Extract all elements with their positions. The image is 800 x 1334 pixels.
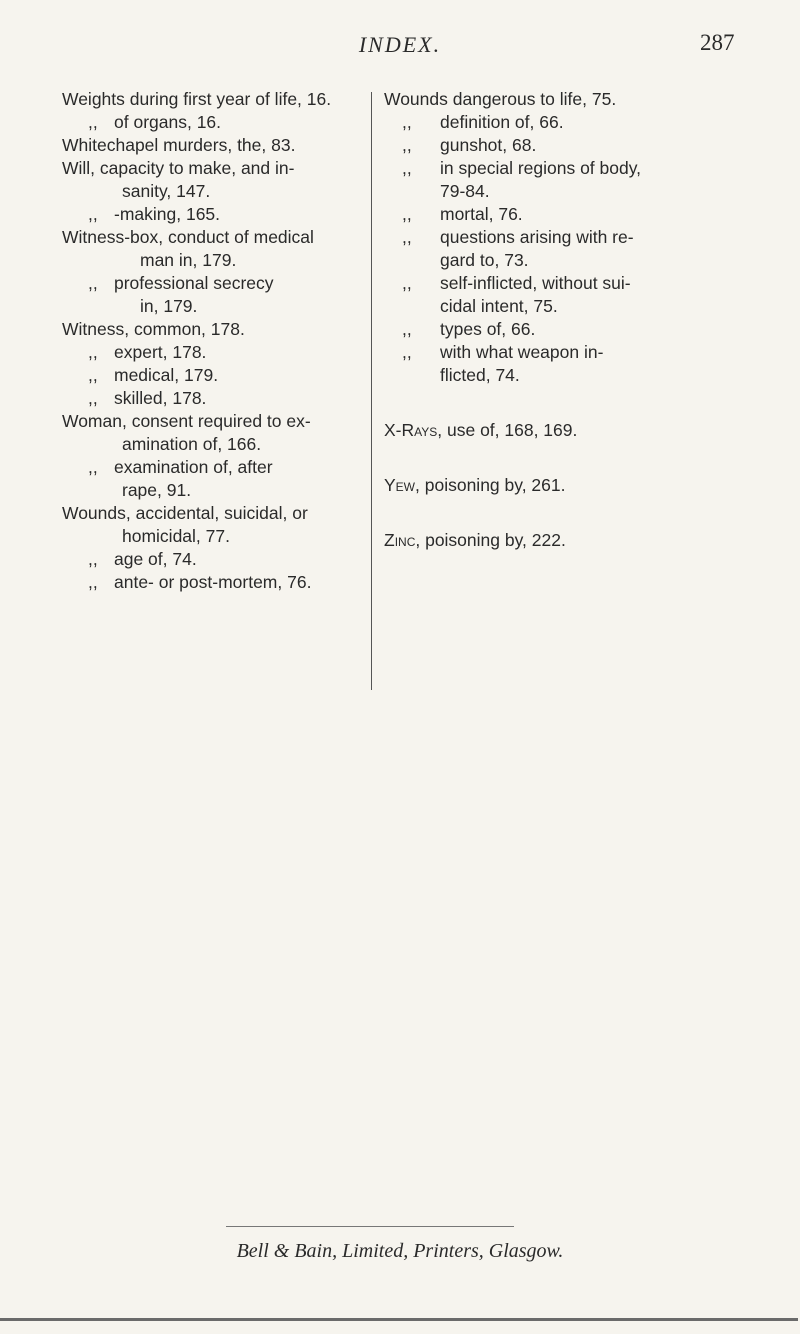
index-entry-text: Whitechapel murders, the, 83. xyxy=(62,135,296,155)
index-entry xyxy=(62,180,378,203)
index-entry-text: ante- or post-mortem, 76. xyxy=(114,572,312,592)
ditto-mark: ,, xyxy=(88,457,98,477)
index-entry-text: homicidal, 77. xyxy=(122,526,230,546)
index-entry xyxy=(62,295,378,318)
ditto-mark: ,, xyxy=(402,135,412,155)
index-entry-text: 79-84. xyxy=(440,181,490,201)
index-entry xyxy=(62,410,378,433)
index-entry xyxy=(384,295,724,318)
index-column-right xyxy=(384,88,724,552)
index-entry-text: Will, capacity to make, and in- xyxy=(62,158,295,178)
column-divider xyxy=(371,92,372,690)
ditto-mark: ,, xyxy=(88,342,98,362)
ditto-mark: ,, xyxy=(402,158,412,178)
index-solo-entry xyxy=(384,474,724,497)
index-entry-text: cidal intent, 75. xyxy=(440,296,558,316)
index-entry xyxy=(384,111,724,134)
index-entry-text: Witness-box, conduct of medical xyxy=(62,227,314,247)
index-solo-entry xyxy=(384,529,724,552)
index-entry xyxy=(384,180,724,203)
index-entry-text: rape, 91. xyxy=(122,480,192,500)
ditto-mark: ,, xyxy=(402,273,412,293)
index-entry xyxy=(62,203,378,226)
ditto-mark: ,, xyxy=(88,365,98,385)
ditto-mark: ,, xyxy=(88,112,98,132)
index-letter-heading: Zinc xyxy=(384,530,416,550)
index-entry-text: , use of, 168, 169. xyxy=(437,420,578,440)
index-entry-text: gard to, 73. xyxy=(440,250,529,270)
index-entry-text: man in, 179. xyxy=(140,250,237,270)
ditto-mark: ,, xyxy=(88,388,98,408)
index-entry xyxy=(62,571,378,594)
index-entry xyxy=(384,88,724,111)
ditto-mark: ,, xyxy=(402,204,412,224)
index-entry-text: flicted, 74. xyxy=(440,365,520,385)
index-entry-text: definition of, 66. xyxy=(440,112,564,132)
index-entry-text: professional secrecy xyxy=(114,273,274,293)
index-letter-heading: Yew xyxy=(384,475,416,495)
index-entry-text: Wounds, accidental, suicidal, or xyxy=(62,503,308,523)
index-entry xyxy=(384,318,724,341)
ditto-mark: ,, xyxy=(88,273,98,293)
index-entry xyxy=(384,249,724,272)
index-entry-text: questions arising with re- xyxy=(440,227,634,247)
index-entry-text: Weights during first year of life, 16. xyxy=(62,89,332,109)
index-entry xyxy=(62,318,378,341)
index-entry xyxy=(384,157,724,180)
index-entry-text: examination of, after xyxy=(114,457,273,477)
index-entries-right xyxy=(384,88,724,387)
index-entry-text: gunshot, 68. xyxy=(440,135,537,155)
index-entry-text: sanity, 147. xyxy=(122,181,211,201)
ditto-mark: ,, xyxy=(88,572,98,592)
index-entry-text: in, 179. xyxy=(140,296,198,316)
index-entry-text: -making, 165. xyxy=(114,204,221,224)
index-entry xyxy=(62,525,378,548)
ditto-mark: ,, xyxy=(88,549,98,569)
ditto-mark: ,, xyxy=(402,319,412,339)
index-entry xyxy=(62,502,378,525)
running-title: INDEX. xyxy=(358,32,442,57)
index-entry xyxy=(62,134,378,157)
index-entry xyxy=(384,364,724,387)
index-entry xyxy=(62,548,378,571)
index-entry-text: Wounds dangerous to life, 75. xyxy=(384,89,617,109)
index-entry-text: in special regions of body, xyxy=(440,158,642,178)
index-entry-text: types of, 66. xyxy=(440,319,536,339)
index-entry xyxy=(384,226,724,249)
index-column-left xyxy=(62,88,378,594)
index-entry-text: of organs, 16. xyxy=(114,112,222,132)
printer-imprint: Bell & Bain, Limited, Printers, Glasgow. xyxy=(236,1240,564,1262)
index-entry xyxy=(62,387,378,410)
index-entry-text: self-inflicted, without sui- xyxy=(440,273,631,293)
ditto-mark: ,, xyxy=(402,342,412,362)
index-entry-text: with what weapon in- xyxy=(440,342,604,362)
index-entry xyxy=(384,341,724,364)
index-letter-heading: X-Rays xyxy=(384,420,438,440)
page-edge-rule xyxy=(0,1318,798,1321)
ditto-mark: ,, xyxy=(88,204,98,224)
index-entry xyxy=(384,134,724,157)
index-entry xyxy=(62,433,378,456)
index-entry xyxy=(62,88,378,111)
index-entry-text: medical, 179. xyxy=(114,365,219,385)
index-entry xyxy=(384,272,724,295)
index-entry xyxy=(62,456,378,479)
index-entry-text: Woman, consent required to ex- xyxy=(62,411,311,431)
index-entry xyxy=(62,249,378,272)
index-solo-entries xyxy=(384,419,724,552)
index-entry-text: skilled, 178. xyxy=(114,388,207,408)
index-entry xyxy=(62,341,378,364)
index-entry-text: mortal, 76. xyxy=(440,204,523,224)
index-entry-text: age of, 74. xyxy=(114,549,197,569)
index-entry xyxy=(62,226,378,249)
index-entry-text: expert, 178. xyxy=(114,342,207,362)
index-entry-text: amination of, 166. xyxy=(122,434,262,454)
index-entry-text: , poisoning by, 222. xyxy=(415,530,566,550)
index-entry xyxy=(62,157,378,180)
footer-rule xyxy=(226,1226,514,1227)
page-number: 287 xyxy=(700,30,735,55)
ditto-mark: ,, xyxy=(402,112,412,132)
index-entry xyxy=(384,203,724,226)
index-entry-text: , poisoning by, 261. xyxy=(415,475,566,495)
index-entry-text: Witness, common, 178. xyxy=(62,319,245,339)
index-entry xyxy=(62,111,378,134)
index-entry xyxy=(62,272,378,295)
index-entry xyxy=(62,479,378,502)
ditto-mark: ,, xyxy=(402,227,412,247)
index-entry xyxy=(62,364,378,387)
index-solo-entry xyxy=(384,419,724,442)
